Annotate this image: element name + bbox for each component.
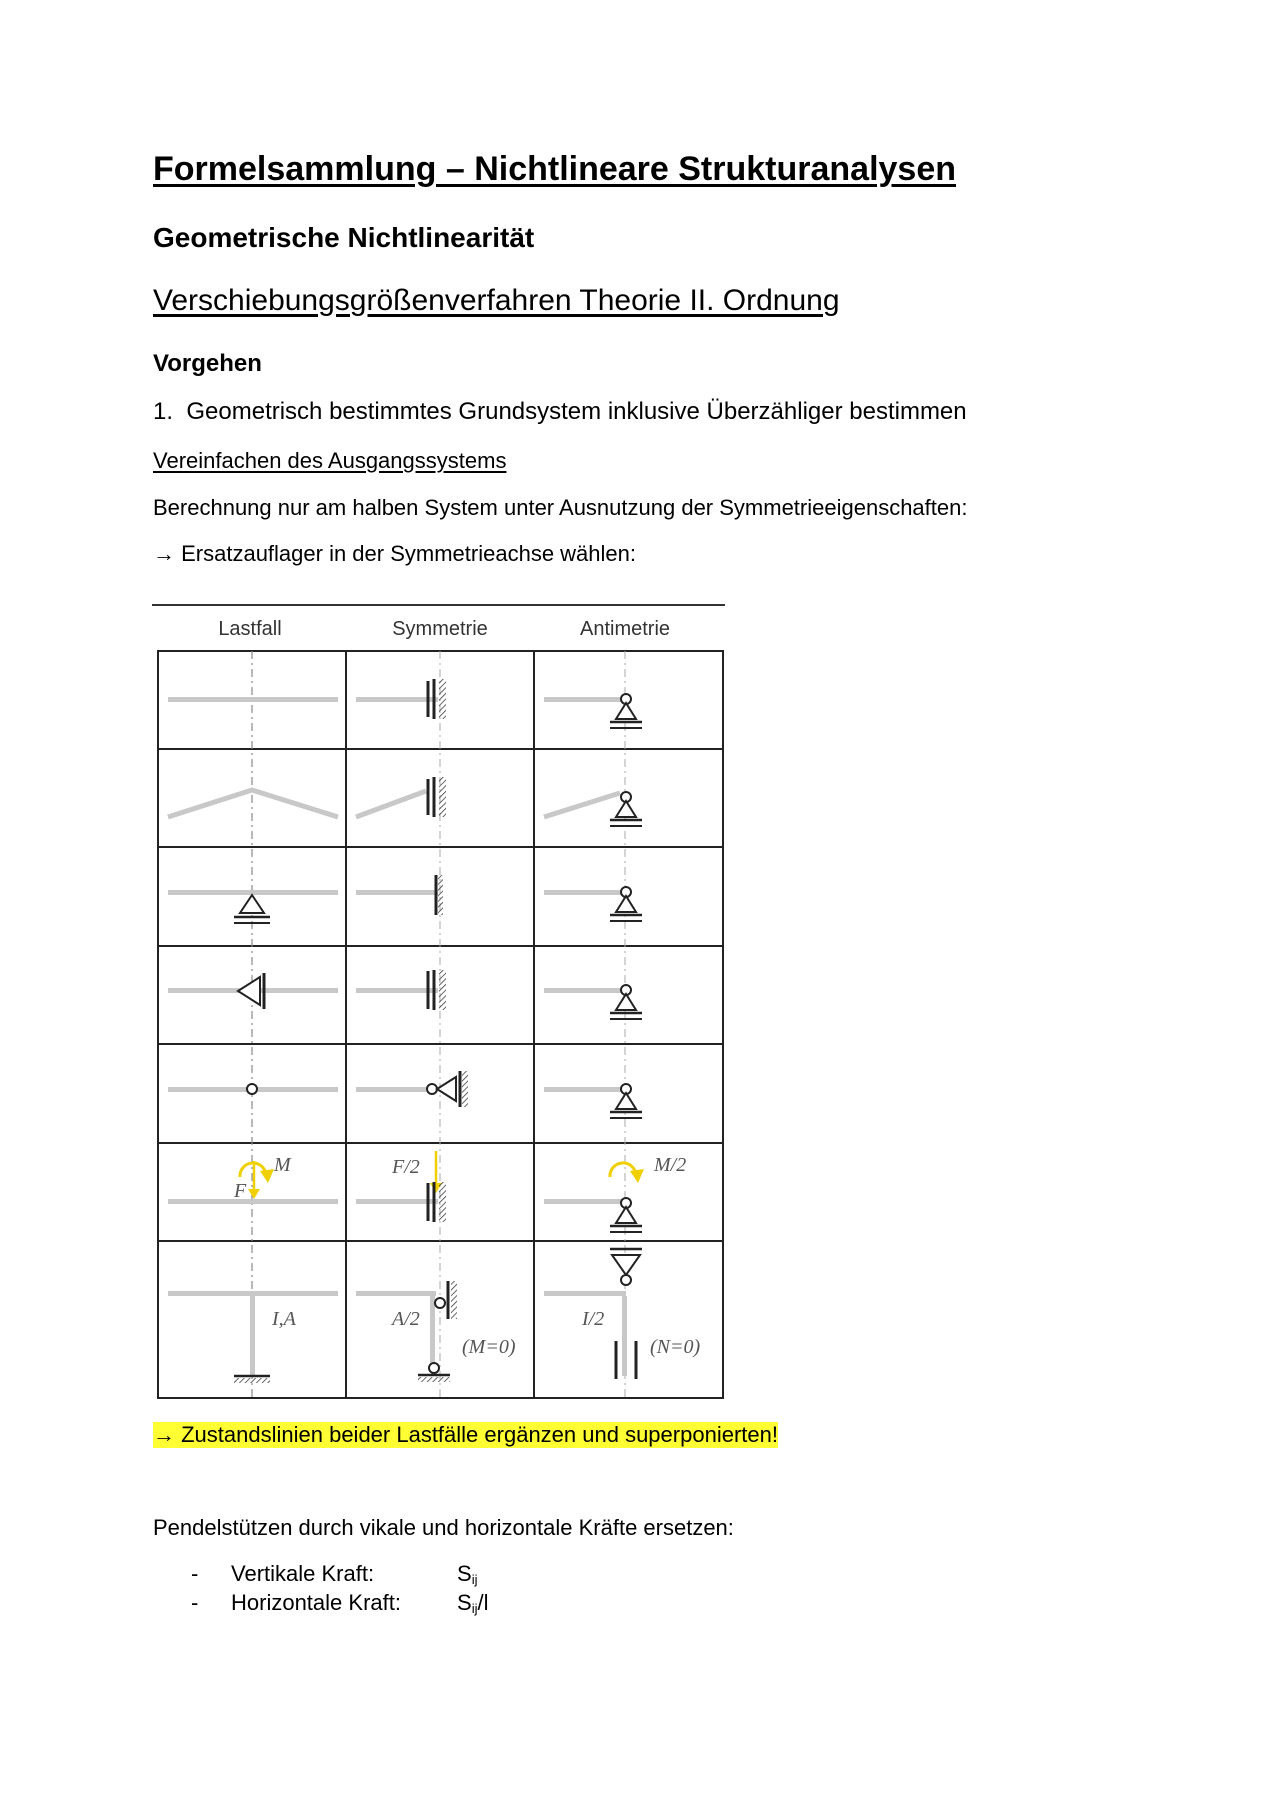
value-tail: /l bbox=[477, 1590, 489, 1615]
step-1 bbox=[153, 398, 967, 426]
calc-text: Berechnung nur am halben System unter Ausnutzung der Symmetrieeigenschaften: bbox=[153, 495, 968, 520]
label-half-moment: M/2 bbox=[654, 1154, 687, 1176]
procedure-heading: Vorgehen bbox=[153, 350, 262, 377]
row-2 bbox=[168, 777, 642, 826]
row-7 bbox=[168, 1249, 700, 1383]
label-force: F bbox=[234, 1180, 247, 1202]
label-normal-zero: (N=0) bbox=[650, 1336, 701, 1358]
value-main: S bbox=[457, 1590, 472, 1615]
support-note: → Ersatzauflager in der Symmetrieachse wählen: bbox=[153, 541, 636, 566]
label-inertia-area: I,A bbox=[272, 1308, 296, 1330]
simplify-heading: Vereinfachen des Ausgangssystems bbox=[153, 448, 507, 473]
row-3 bbox=[168, 875, 642, 923]
step-number: 1. bbox=[153, 398, 174, 425]
label-half-force: F/2 bbox=[392, 1156, 420, 1178]
list-item-value bbox=[457, 1561, 477, 1587]
subsection-heading: Verschiebungsgrößenverfahren Theorie II. Ordnung bbox=[153, 284, 840, 317]
row-6 bbox=[168, 1151, 686, 1232]
header-lastfall: Lastfall bbox=[218, 618, 282, 640]
row-5 bbox=[168, 1071, 642, 1118]
label-moment: M bbox=[274, 1154, 291, 1176]
value-sub: ij bbox=[471, 1572, 478, 1587]
list-dash: - bbox=[191, 1561, 199, 1586]
list-item-label: Vertikale Kraft: bbox=[231, 1561, 375, 1586]
list-dash: - bbox=[191, 1590, 199, 1615]
label-half-inertia: I/2 bbox=[582, 1308, 605, 1330]
header-antimetrie: Antimetrie bbox=[579, 618, 671, 640]
document-title: Formelsammlung – Nichtlineare Strukturanalysen bbox=[153, 150, 957, 188]
label-half-area: A/2 bbox=[392, 1308, 420, 1330]
step-text: Geometrisch bestimmtes Grundsystem inklusive Überzähliger bestimmen bbox=[186, 398, 967, 425]
section-heading: Geometrische Nichtlinearität bbox=[153, 222, 535, 253]
superposition-note: → Zustandslinien beider Lastfälle ergänzen und superponierten! bbox=[153, 1422, 778, 1447]
row-1 bbox=[168, 679, 642, 728]
pendel-text: Pendelstützen durch vikale und horizontale Kräfte ersetzen: bbox=[153, 1515, 734, 1540]
value-main: S bbox=[457, 1561, 472, 1586]
list-item-value bbox=[457, 1590, 488, 1616]
list-item-label: Horizontale Kraft: bbox=[231, 1590, 401, 1615]
symmetry-table-diagram bbox=[150, 595, 730, 1415]
value-sub: ij bbox=[471, 1601, 478, 1616]
row-4 bbox=[168, 970, 642, 1019]
header-symmetrie: Symmetrie bbox=[392, 618, 488, 640]
label-moment-zero: (M=0) bbox=[462, 1336, 516, 1358]
